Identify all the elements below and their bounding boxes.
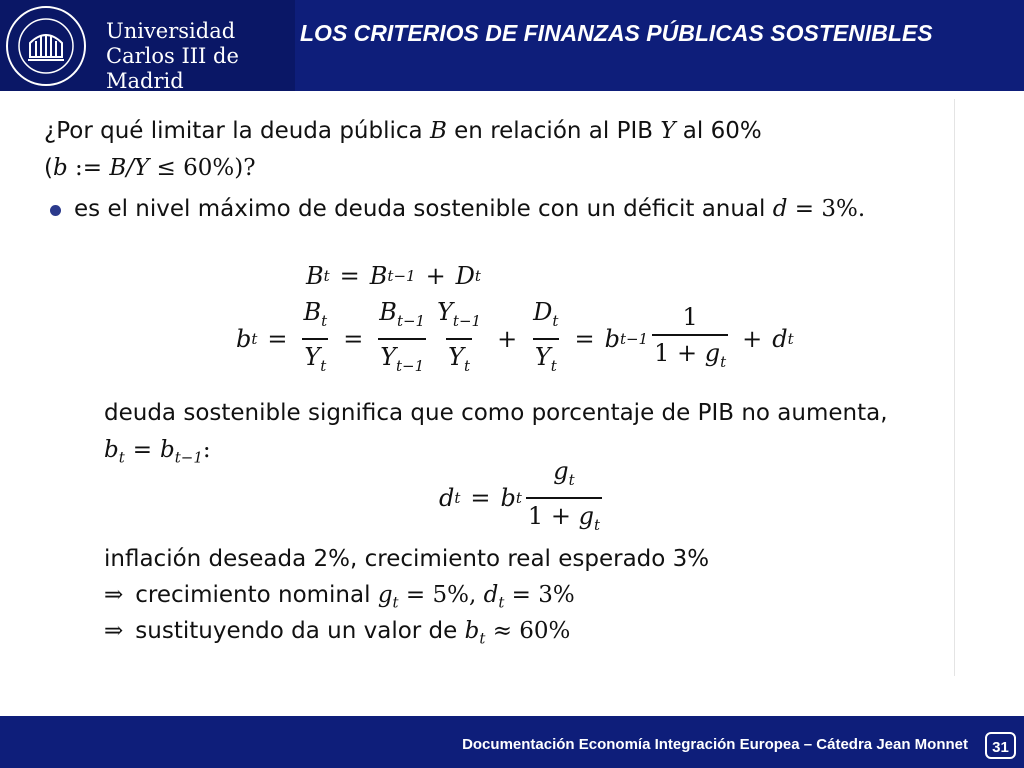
growth-text: crecimiento nominal <box>135 582 378 608</box>
math-symbol: B <box>379 298 397 327</box>
math-subscript: t−1 <box>174 448 203 467</box>
approx-value: ≈ 60% <box>485 618 571 644</box>
slide-footer <box>0 716 1024 768</box>
math-subscript: t−1 <box>387 267 416 285</box>
math-subscript: t <box>550 356 557 375</box>
var-ratio: B/Y <box>109 155 150 181</box>
math-operator: = <box>470 484 491 512</box>
math-symbol: B <box>369 262 388 290</box>
math-symbol: Y <box>380 343 397 371</box>
math-symbol: Y <box>448 343 464 371</box>
math-symbol: b <box>604 325 620 353</box>
math-operator: + <box>742 325 763 353</box>
math-operator: = <box>132 437 153 463</box>
fraction-Yprev-over-Y <box>435 297 483 381</box>
math-symbol: b <box>160 437 175 463</box>
math-subscript: t−1 <box>452 312 482 330</box>
math-symbol: : <box>202 437 211 463</box>
math-subscript: t <box>118 448 125 467</box>
university-name-line1: Universidad <box>106 19 236 43</box>
math-symbol: b <box>236 325 252 353</box>
math-symbol: 1 + <box>527 502 579 530</box>
math-symbol: b <box>464 618 480 644</box>
math-symbol: g <box>704 338 721 367</box>
math-symbol: B <box>303 298 322 327</box>
math-symbol: Y <box>304 343 321 371</box>
math-operator: = <box>574 325 595 353</box>
inflation-text: inflación deseada 2%, crecimiento real esperado 3% <box>104 546 710 572</box>
math-subscript: t <box>515 489 522 507</box>
math-symbol: g <box>553 457 569 486</box>
math-subscript: t <box>474 267 481 285</box>
bullet-text: es el nivel máximo de deuda sostenible con un déficit anual <box>74 196 773 222</box>
math-subscript: t <box>498 593 505 612</box>
question-text: al 60% <box>675 118 762 144</box>
question-text: en relación al PIB <box>446 118 661 144</box>
math-subscript: t <box>320 356 327 375</box>
bullet-text: = 3%. <box>787 196 866 222</box>
d-value: = 3% <box>504 582 575 608</box>
bullet-line <box>74 196 865 222</box>
math-subscript: t <box>323 267 330 285</box>
growth-line <box>104 582 575 612</box>
math-symbol: b <box>500 484 516 512</box>
math-subscript: t−1 <box>396 312 426 330</box>
university-logo-area <box>0 0 295 91</box>
math-subscript: t−1 <box>619 330 649 348</box>
math-subscript: t <box>787 330 794 348</box>
var-Y: Y <box>660 118 676 144</box>
page-number: 31 <box>985 732 1016 759</box>
math-symbol: D <box>455 262 475 290</box>
sostenible-condition <box>104 437 211 467</box>
var-d: d <box>772 196 788 222</box>
question-text: ≤ 60%)? <box>149 155 256 181</box>
implies-icon: ⇒ <box>104 582 124 608</box>
math-symbol: d <box>772 325 788 353</box>
math-operator: + <box>425 262 446 290</box>
math-subscript: t <box>552 312 559 330</box>
substitution-line <box>104 618 570 648</box>
equation-2 <box>236 298 794 375</box>
math-symbol: g <box>377 582 393 608</box>
question-line-1 <box>44 118 762 144</box>
slide-header <box>0 0 1024 91</box>
math-symbol: Y <box>437 298 453 327</box>
footer-text: Documentación Economía Integración Europea – Cátedra Jean Monnet <box>462 736 968 753</box>
university-seal-icon <box>5 5 87 87</box>
math-symbol: D <box>533 298 553 327</box>
university-name <box>106 19 295 94</box>
math-symbol: d <box>439 484 455 512</box>
equation-3 <box>439 457 606 534</box>
math-subscript: t <box>479 629 486 648</box>
question-text: := <box>67 155 110 181</box>
var-B: B <box>429 118 447 144</box>
math-subscript: t−1 <box>396 356 425 375</box>
math-symbol: Y <box>534 343 551 371</box>
question-text: ( <box>44 155 53 181</box>
math-subscript: t <box>720 352 727 371</box>
math-symbol: d <box>483 582 499 608</box>
slide-title: LOS CRITERIOS DE FINANZAS PÚBLICAS SOSTENIBLES <box>300 20 933 46</box>
math-subscript: t <box>568 471 575 489</box>
fraction-Bprev-over-Yprev <box>377 297 427 381</box>
question-line-2 <box>44 155 256 181</box>
math-symbol: 1 + <box>654 338 705 367</box>
equation-1 <box>306 258 481 294</box>
math-symbol: 1 <box>682 302 698 331</box>
math-operator: = <box>267 325 288 353</box>
fraction-g-over-growth <box>526 456 602 540</box>
question-text: ¿Por qué limitar la deuda pública <box>44 118 430 144</box>
math-symbol: b <box>104 437 119 463</box>
substitution-text: sustituyendo da un valor de <box>135 618 465 644</box>
bullet-icon <box>50 205 61 216</box>
math-operator: = <box>343 325 364 353</box>
math-operator: = <box>339 262 360 290</box>
math-symbol: g <box>578 502 594 530</box>
growth-values: = 5%, <box>398 582 484 608</box>
implies-icon: ⇒ <box>104 618 124 644</box>
university-name-line2: Carlos III de Madrid <box>106 44 239 93</box>
math-subscript: t <box>251 330 258 348</box>
fraction-one-over-growth <box>652 302 728 377</box>
math-subscript: t <box>454 489 461 507</box>
math-subscript: t <box>593 515 600 534</box>
math-symbol: B <box>306 262 324 290</box>
var-b: b <box>52 155 68 181</box>
math-subscript: t <box>463 356 470 375</box>
math-subscript: t <box>321 312 328 330</box>
fraction-D-over-Y <box>531 297 560 381</box>
fraction-B-over-Y <box>302 297 330 381</box>
math-operator: + <box>497 325 518 353</box>
math-subscript: t <box>392 593 399 612</box>
sostenible-text: deuda sostenible significa que como porcentaje de PIB no aumenta, <box>104 400 888 426</box>
